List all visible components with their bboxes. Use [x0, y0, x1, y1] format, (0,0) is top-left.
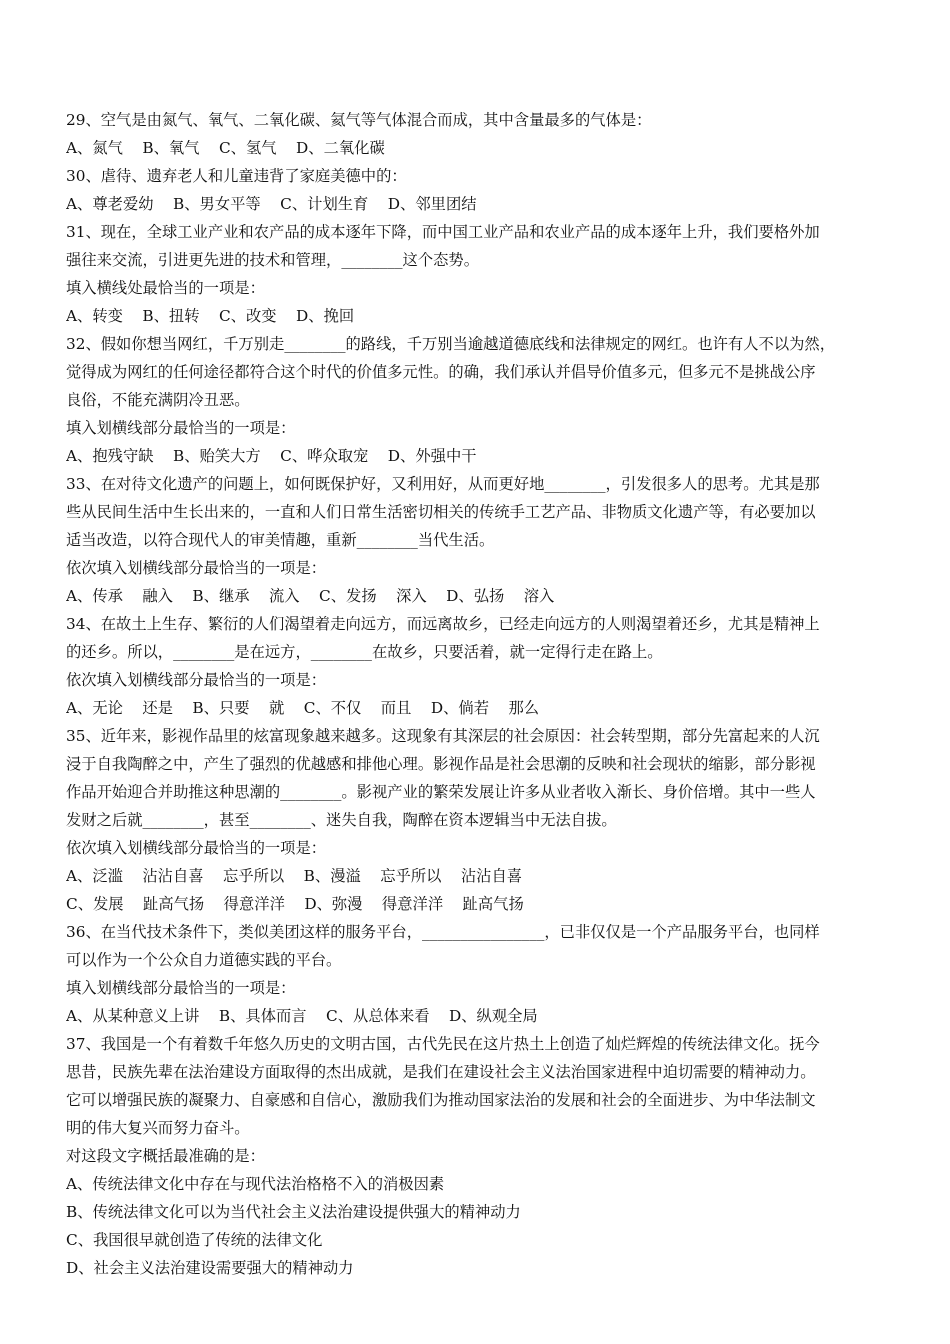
- q35-options-cd: C、发展 趾高气扬 得意洋洋 D、弥漫 得意洋洋 趾高气扬: [66, 895, 524, 913]
- q35-options-ab: A、泛滥 沾沾自喜 忘乎所以 B、漫溢 忘乎所以 沾沾自喜: [66, 867, 523, 885]
- q34-prompt: 依次填入划横线部分最恰当的一项是：: [66, 671, 327, 689]
- document-page: [66, 106, 886, 1282]
- q33-stem-line-3: 适当改造，以符合现代人的审美情趣，重新________当代生活。: [66, 531, 495, 549]
- q36-options: A、从某种意义上讲 B、具体而言 C、从总体来看 D、纵观全局: [66, 1007, 538, 1025]
- q37-prompt: 对这段文字概括最准确的是：: [66, 1147, 265, 1165]
- q29-options: A、氮气 B、氧气 C、氢气 D、二氧化碳: [66, 139, 385, 157]
- q36-stem-line-2: 可以作为一个公众自力道德实践的平台。: [66, 951, 342, 969]
- q34-stem-line-2: 的还乡。所以，________是在远方，________在故乡，只要活着，就一定得行走在路上。: [66, 643, 663, 661]
- q31-prompt: 填入横线处最恰当的一项是：: [66, 279, 265, 297]
- q35-prompt: 依次填入划横线部分最恰当的一项是：: [66, 839, 327, 857]
- q37-option-d: D、社会主义法治建设需要强大的精神动力: [66, 1259, 354, 1277]
- q32-stem-line-1: 32、假如你想当网红，千万别走________的路线，千万别当逾越道德底线和法律规定的网红。也许有人不以为然，: [66, 335, 836, 353]
- q32-stem-line-3: 良俗，不能充满阴冷丑恶。: [66, 391, 250, 409]
- q30-options: A、尊老爱幼 B、男女平等 C、计划生育 D、邻里团结: [66, 195, 477, 213]
- q30-stem: 30、虐待、遗弃老人和儿童违背了家庭美德中的：: [66, 167, 407, 185]
- q37-option-a: A、传统法律文化中存在与现代法治格格不入的消极因素: [66, 1175, 445, 1193]
- q35-stem-line-3: 作品开始迎合并助推这种思潮的________。影视产业的繁荣发展让许多从业者收入渐长、身价倍增。其中一些人: [66, 783, 816, 801]
- q36-prompt: 填入划横线部分最恰当的一项是：: [66, 979, 296, 997]
- q31-stem-line-1: 31、现在，全球工业产业和农产品的成本逐年下降，而中国工业产品和农业产品的成本逐年上升，我们要格外加: [66, 223, 820, 241]
- q36-stem-line-1: 36、在当代技术条件下，类似美团这样的服务平台，________________，已非仅仅是一个产品服务平台，也同样: [66, 923, 820, 941]
- q33-prompt: 依次填入划横线部分最恰当的一项是：: [66, 559, 327, 577]
- q34-options: A、无论 还是 B、只要 就 C、不仅 而且 D、倘若 那么: [66, 699, 540, 717]
- q33-stem-line-1: 33、在对待文化遗产的问题上，如何既保护好，又利用好，从而更好地________，引发很多人的思考。尤其是那: [66, 475, 820, 493]
- q37-stem-line-2: 思昔，民族先辈在法治建设方面取得的杰出成就，是我们在建设社会主义法治国家进程中迫切需要的精神动力。: [66, 1063, 816, 1081]
- q33-stem-line-2: 些从民间生活中生长出来的，一直和人们日常生活密切相关的传统手工艺产品、非物质文化遗产等，有必要加以: [66, 503, 816, 521]
- q31-options: A、转变 B、扭转 C、改变 D、挽回: [66, 307, 355, 325]
- q32-options: A、抱残守缺 B、贻笑大方 C、哗众取宠 D、外强中干: [66, 447, 477, 465]
- q31-stem-line-2: 强往来交流，引进更先进的技术和管理，________这个态势。: [66, 251, 480, 269]
- q37-stem-line-4: 明的伟大复兴而努力奋斗。: [66, 1119, 250, 1137]
- q37-stem-line-3: 它可以增强民族的凝聚力、自豪感和自信心，激励我们为推动国家法治的发展和社会的全面进步、为中华法制文: [66, 1091, 816, 1109]
- q29-stem: 29、空气是由氮气、氧气、二氧化碳、氦气等气体混合而成，其中含量最多的气体是：: [66, 111, 652, 129]
- q34-stem-line-1: 34、在故土上生存、繁衍的人们渴望着走向远方，而远离故乡，已经走向远方的人则渴望着还乡，尤其是精神上: [66, 615, 820, 633]
- q37-option-c: C、我国很早就创造了传统的法律文化: [66, 1231, 323, 1249]
- q37-stem-line-1: 37、我国是一个有着数千年悠久历史的文明古国，古代先民在这片热土上创造了灿烂辉煌的传统法律文化。抚今: [66, 1035, 820, 1053]
- q32-prompt: 填入划横线部分最恰当的一项是：: [66, 419, 296, 437]
- q32-stem-line-2: 觉得成为网红的任何途径都符合这个时代的价值多元性。的确，我们承认并倡导价值多元，但多元不是挑战公序: [66, 363, 816, 381]
- q35-stem-line-4: 发财之后就________，甚至________、迷失自我，陶醉在资本逻辑当中无法自拔。: [66, 811, 617, 829]
- q35-stem-line-1: 35、近年来，影视作品里的炫富现象越来越多。这现象有其深层的社会原因：社会转型期，部分先富起来的人沉: [66, 727, 820, 745]
- q33-options: A、传承 融入 B、继承 流入 C、发扬 深入 D、弘扬 溶入: [66, 587, 555, 605]
- q37-option-b: B、传统法律文化可以为当代社会主义法治建设提供强大的精神动力: [66, 1203, 521, 1221]
- q35-stem-line-2: 浸于自我陶醉之中，产生了强烈的优越感和排他心理。影视作品是社会思潮的反映和社会现状的缩影，部分影视: [66, 755, 816, 773]
